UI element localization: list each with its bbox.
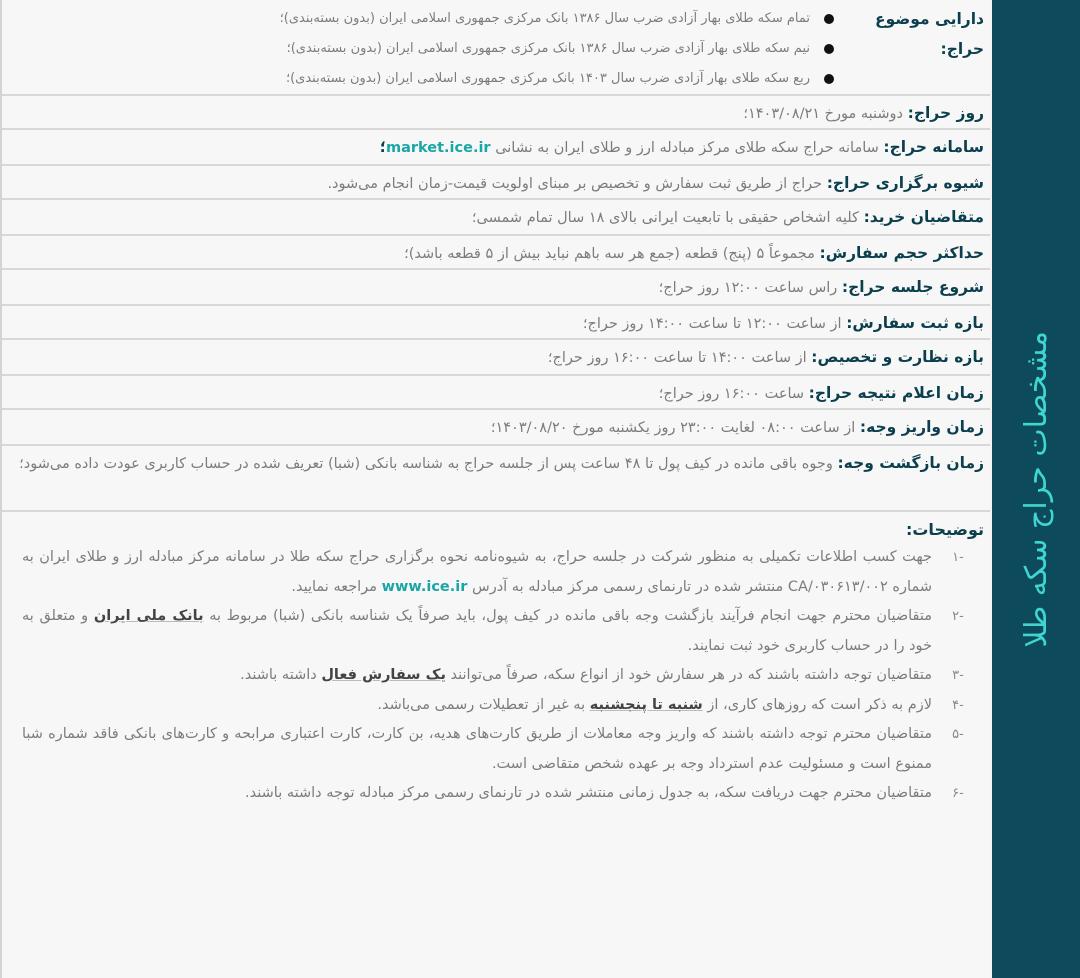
list-item: نیم سکه طلای بهار آزادی ضرب سال ۱۳۸۶ بانک مرکزی جمهوری اسلامی ایران (بدون بسته‌بندی)؛ bbox=[280, 34, 834, 64]
field-label: متقاضیان خرید: bbox=[863, 208, 984, 226]
field-value: کلیه اشخاص حقیقی با تابعیت ایرانی بالای ۱۸ سال تمام شمسی؛ bbox=[471, 210, 859, 226]
notes-section bbox=[2, 512, 990, 809]
sidebar-banner bbox=[992, 0, 1080, 978]
field-label: حداکثر حجم سفارش: bbox=[819, 244, 984, 262]
field-value: مجموعاً ۵ (پنج) قطعه (جمع هر سه باهم نباید بیش از ۵ قطعه باشد)؛ bbox=[404, 246, 815, 262]
field-value: از ساعت ۰۸:۰۰ لغایت ۲۳:۰۰ روز یکشنبه مورخ ۱۴۰۳/۰۸/۲۰؛ bbox=[490, 420, 856, 436]
assets-list bbox=[280, 4, 834, 94]
notes-list bbox=[12, 543, 984, 809]
note-item: -۱ جهت کسب اطلاعات تکمیلی به منظور شرکت در جلسه حراج، به شیوه‌نامه نحوه برگزاری حراج سکه طلا در سامانه مرکز مبادله ارز و طلای ایران به شماره CA/۰۳۰۶۱۳/۰۰۲ منتشر شده در تارنمای رسمی مرکز مبادله به آدرس www.ice.ir مراجعه نمایید. bbox=[22, 549, 964, 595]
field-label: شیوه برگزاری حراج: bbox=[826, 174, 984, 192]
field-value: ساعت ۱۶:۰۰ روز حراج؛ bbox=[658, 386, 805, 402]
row-auction-method bbox=[2, 166, 990, 200]
field-value: راس ساعت ۱۲:۰۰ روز حراج؛ bbox=[658, 280, 838, 296]
emphasis-text: یک سفارش فعال bbox=[321, 667, 446, 683]
assets-label: دارایی موضوع حراج: bbox=[875, 10, 984, 58]
field-value: حراج از طریق ثبت سفارش و تخصیص بر مبنای اولویت قیمت-زمان انجام می‌شود. bbox=[327, 176, 823, 192]
row-order-window bbox=[2, 306, 990, 340]
bullet-icon bbox=[824, 14, 834, 24]
row-auction-system: سامانه حراج: سامانه حراج سکه طلای مرکز مبادله ارز و طلای ایران به نشانی market.ice.ir؛ bbox=[2, 130, 990, 166]
ice-website-link[interactable]: www.ice.ir bbox=[381, 578, 468, 595]
row-buyers bbox=[2, 200, 990, 236]
field-value: از ساعت ۱۲:۰۰ تا ساعت ۱۴:۰۰ روز حراج؛ bbox=[582, 316, 842, 332]
row-deposit-time bbox=[2, 410, 990, 446]
field-label: شروع جلسه حراج: bbox=[841, 278, 984, 296]
note-item: -۵ متقاضیان محترم توجه داشته باشند که واریز وجه معاملات از طریق کارت‌های هدیه، بن کارت، کارت اعتباری مرابحه و کارت‌های بانکی فاقد شماره شبا ممنوع است و مسئولیت عدم استرداد وجه بر عهده شخص متقاضی است. bbox=[22, 726, 964, 772]
note-item: -۶ متقاضیان محترم جهت دریافت سکه، به جدول زمانی منتشر شده در تارنمای رسمی مرکز مبادله توجه داشته باشند. bbox=[245, 785, 964, 801]
field-label: زمان اعلام نتیجه حراج: bbox=[808, 384, 984, 402]
notes-title: توضیحات: bbox=[905, 520, 984, 539]
field-label: زمان بازگشت وجه: bbox=[837, 454, 984, 472]
row-assets bbox=[2, 0, 990, 96]
bullet-icon bbox=[824, 74, 834, 84]
note-item: -۲ متقاضیان محترم جهت انجام فرآیند بازگشت وجه باقی مانده در کیف پول، باید صرفاً یک شناسه بانکی (شبا) مربوط به بانک ملی ایران و متعلق به خود را در حساب کاربری خود ثبت نمایند. bbox=[22, 608, 964, 654]
row-supervision-window bbox=[2, 340, 990, 376]
row-session-start bbox=[2, 270, 990, 306]
field-value: از ساعت ۱۴:۰۰ تا ساعت ۱۶:۰۰ روز حراج؛ bbox=[547, 350, 807, 366]
field-label: سامانه حراج: bbox=[883, 138, 984, 156]
field-value: دوشنبه مورخ ۱۴۰۳/۰۸/۲۱؛ bbox=[743, 106, 904, 122]
bullet-icon bbox=[824, 44, 834, 54]
row-result-time bbox=[2, 376, 990, 410]
field-label: زمان واریز وجه: bbox=[859, 418, 984, 436]
field-label: روز حراج: bbox=[907, 104, 984, 122]
note-item: -۴ لازم به ذکر است که روزهای کاری، از شنبه تا پنجشنبه به غیر از تعطیلات رسمی می‌باشد. bbox=[377, 696, 964, 713]
emphasis-text: شنبه تا پنجشنبه bbox=[589, 696, 703, 713]
row-max-order bbox=[2, 236, 990, 270]
note-item: -۳ متقاضیان توجه داشته باشند که در هر سفارش خود از انواع سکه، صرفاً می‌توانند یک سفارش فعال داشته باشند. bbox=[240, 667, 964, 683]
row-refund-time bbox=[2, 446, 990, 512]
list-item: تمام سکه طلای بهار آزادی ضرب سال ۱۳۸۶ بانک مرکزی جمهوری اسلامی ایران (بدون بسته‌بندی)؛ bbox=[280, 4, 834, 34]
market-link[interactable]: market.ice.ir bbox=[385, 140, 491, 156]
emphasis-text: بانک ملی ایران bbox=[93, 608, 204, 624]
list-item: ربع سکه طلای بهار آزادی ضرب سال ۱۴۰۳ بانک مرکزی جمهوری اسلامی ایران (بدون بسته‌بندی)؛ bbox=[280, 64, 834, 94]
field-label: بازه نظارت و تخصیص: bbox=[811, 348, 984, 366]
field-value: وجوه باقی مانده در کیف پول تا ۴۸ ساعت پس از جلسه حراج به شناسه بانکی (شبا) تعریف شده در حساب کاربری عودت داده می‌شود؛ bbox=[19, 456, 833, 472]
sidebar-title: مشخصات حراج سکه طلا bbox=[1018, 330, 1054, 648]
field-value: سامانه حراج سکه طلای مرکز مبادله ارز و طلای ایران به نشانی bbox=[495, 140, 879, 156]
row-auction-day bbox=[2, 96, 990, 130]
field-label: بازه ثبت سفارش: bbox=[846, 314, 984, 332]
